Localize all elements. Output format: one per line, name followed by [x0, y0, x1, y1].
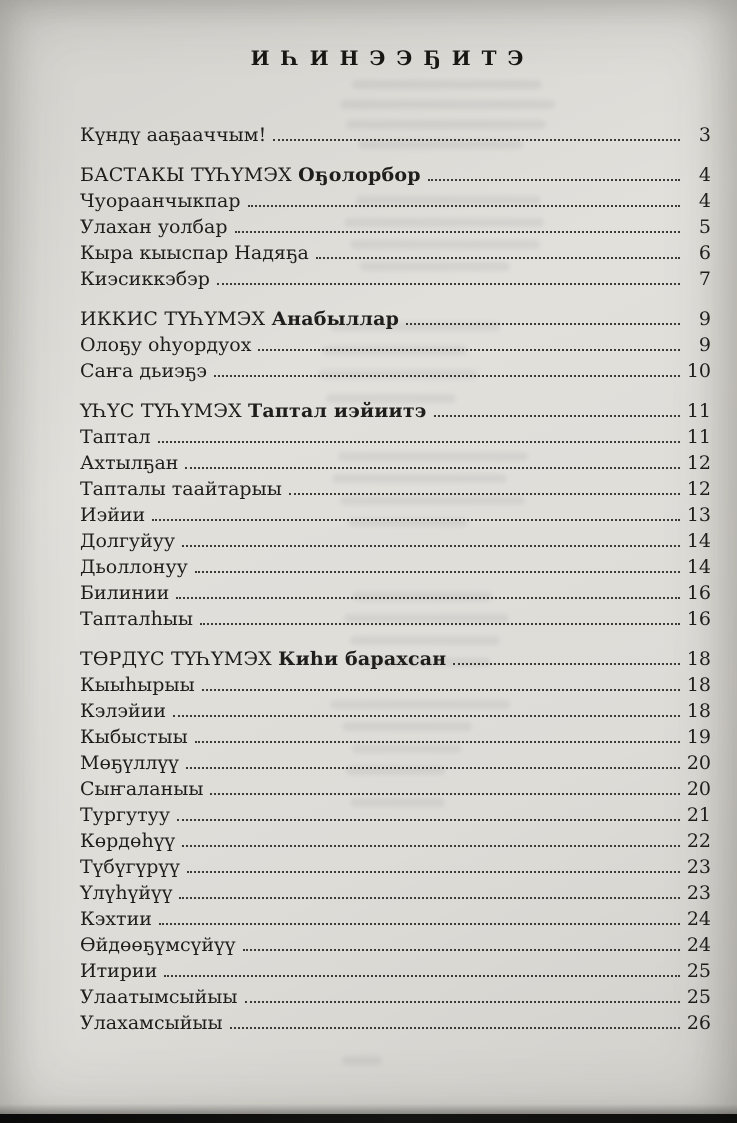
entry-text: Сыҥаланыы [80, 778, 204, 800]
dot-leader [289, 493, 680, 495]
bleedthrough-artifact [342, 1056, 382, 1065]
entry-text: БАСТАКЫ ТҮҺҮМЭХ [80, 164, 299, 186]
toc-entry-row [80, 1010, 711, 1036]
scan-edge [0, 1114, 737, 1123]
entry-page-number: 16 [686, 608, 711, 630]
entry-text-bold: Оҕолорбор [298, 164, 421, 186]
entry-text: Билинии [80, 582, 170, 604]
entry-text: Чуораанчыкпар [80, 190, 241, 212]
entry-text-bold: Таптал иэйиитэ [248, 400, 427, 422]
toc-entry-row [80, 828, 711, 854]
entry-label [80, 646, 446, 672]
dot-leader [406, 323, 680, 325]
entry-page-number: 10 [686, 360, 711, 382]
entry-text: Мөҕүллүү [80, 752, 179, 774]
entry-label [80, 188, 241, 214]
toc-entry-row [80, 502, 711, 528]
entry-page-number: 24 [686, 908, 711, 930]
dot-leader [273, 139, 680, 141]
entry-page-number: 4 [698, 164, 711, 186]
dot-leader [152, 519, 680, 521]
entry-text: Кыра кыыспар Надяҕа [80, 242, 309, 264]
entry-text: Киэсиккэбэр [80, 268, 210, 290]
entry-page-number: 9 [698, 308, 711, 330]
toc-entry-row [80, 580, 711, 606]
entry-page-number: 5 [698, 216, 711, 238]
dot-leader [230, 1027, 680, 1029]
entry-page-number: 25 [686, 986, 711, 1008]
entry-text: Дьоллонуу [80, 556, 188, 578]
dot-leader [248, 205, 681, 207]
dot-leader [245, 1001, 680, 1003]
entry-page-number: 18 [686, 674, 711, 696]
entry-text: Үлүһүйүү [80, 882, 173, 904]
entry-text-bold: Анабыллар [271, 308, 400, 330]
entry-text: Түбүгүрүү [80, 856, 180, 878]
toc-entry-row [80, 358, 711, 384]
entry-text: Итирии [80, 960, 158, 982]
entry-text: Иэйии [80, 504, 146, 526]
dot-leader [195, 571, 680, 573]
toc-entry-row [80, 880, 711, 906]
entry-label [80, 880, 172, 906]
entry-label [80, 606, 193, 632]
toc-section-row [80, 162, 711, 188]
toc-entry-row [80, 332, 711, 358]
entry-label [80, 162, 421, 188]
entry-label [80, 358, 207, 384]
toc-entry-row [80, 424, 711, 450]
entry-label [80, 580, 169, 606]
entry-label [80, 828, 175, 854]
entry-page-number: 26 [686, 1012, 711, 1034]
scan-edge-shadow [0, 1104, 737, 1114]
dot-leader [243, 949, 681, 951]
toc-entry-row [80, 776, 711, 802]
entry-text: Өйдөөҕүмсүйүү [80, 934, 236, 956]
entry-text: Ахтылҕан [80, 452, 179, 474]
entry-page-number: 14 [686, 556, 711, 578]
toc-entry-row [80, 698, 711, 724]
entry-label [80, 932, 236, 958]
entry-label [80, 672, 195, 698]
entry-page-number: 23 [686, 856, 711, 878]
entry-text: ҮҺҮС ТҮҺҮМЭХ [80, 400, 249, 422]
entry-text: Кэлэйии [80, 700, 167, 722]
dot-leader [200, 623, 680, 625]
toc-entry-row [80, 984, 711, 1010]
entry-label [80, 698, 166, 724]
entry-page-number: 19 [686, 726, 711, 748]
entry-label [80, 122, 266, 148]
entry-label [80, 750, 179, 776]
entry-text: Олоҕу оһуордуох [80, 334, 252, 356]
dot-leader [258, 349, 680, 351]
entry-label [80, 502, 145, 528]
entry-label [80, 240, 309, 266]
entry-page-number: 9 [698, 334, 711, 356]
entry-page-number: 16 [686, 582, 711, 604]
entry-text: Таптал [80, 426, 151, 448]
entry-label [80, 476, 282, 502]
dot-leader [428, 179, 680, 181]
entry-page-number: 20 [686, 752, 711, 774]
entry-text: Улахамсыйыы [80, 1012, 223, 1034]
entry-label [80, 450, 178, 476]
entry-text: ИККИС ТҮҺҮМЭХ [80, 308, 272, 330]
entry-page-number: 6 [698, 242, 711, 264]
toc-entry-row [80, 476, 711, 502]
entry-page-number: 18 [686, 700, 711, 722]
toc-section-row [80, 646, 711, 672]
dot-leader [214, 375, 680, 377]
dot-leader [187, 871, 680, 873]
entry-page-number: 7 [698, 268, 711, 290]
entry-label [80, 984, 238, 1010]
entry-text: Тапталһыы [80, 608, 194, 630]
entry-text-bold: Киһи барахсан [278, 648, 447, 670]
dot-leader [179, 897, 680, 899]
entry-page-number: 14 [686, 530, 711, 552]
entry-text: Күндү ааҕааччым! [80, 124, 267, 146]
dot-leader [195, 741, 680, 743]
toc-entry-row [80, 528, 711, 554]
dot-leader [164, 975, 680, 977]
toc-entry-row [80, 188, 711, 214]
entry-page-number: 23 [686, 882, 711, 904]
entry-text: Кэхтии [80, 908, 152, 930]
toc-entry-row [80, 450, 711, 476]
entry-text: Тургутуу [80, 804, 171, 826]
dot-leader [176, 597, 680, 599]
entry-label [80, 1010, 223, 1036]
entry-label [80, 776, 203, 802]
toc-entry-row [80, 906, 711, 932]
entry-page-number: 20 [686, 778, 711, 800]
toc-entry-row [80, 932, 711, 958]
entry-label [80, 958, 157, 984]
dot-leader [182, 545, 680, 547]
entry-text: Саҥа дьиэҕэ [80, 360, 208, 382]
entry-label [80, 724, 188, 750]
toc-list [80, 122, 711, 1036]
toc-entry-row [80, 214, 711, 240]
toc-entry-row [80, 240, 711, 266]
entry-page-number: 11 [686, 400, 711, 422]
dot-leader [202, 689, 680, 691]
entry-text: Долгуйуу [80, 530, 176, 552]
entry-label [80, 332, 251, 358]
entry-label [80, 906, 152, 932]
entry-page-number: 3 [698, 124, 711, 146]
entry-label [80, 554, 188, 580]
entry-label [80, 306, 399, 332]
dot-leader [210, 793, 680, 795]
dot-leader [158, 441, 680, 443]
entry-label [80, 266, 210, 292]
entry-page-number: 12 [686, 452, 711, 474]
dot-leader [159, 923, 680, 925]
toc-entry-row [80, 958, 711, 984]
entry-text: ТӨРДҮС ТҮҺҮМЭХ [80, 648, 279, 670]
entry-page-number: 4 [698, 190, 711, 212]
entry-label [80, 802, 170, 828]
entry-text: Кыыһырыы [80, 674, 195, 696]
entry-text: Тапталы таайтарыы [80, 478, 282, 500]
dot-leader [235, 231, 681, 233]
entry-page-number: 24 [686, 934, 711, 956]
dot-leader [185, 467, 680, 469]
dot-leader [177, 819, 680, 821]
entry-label [80, 528, 175, 554]
toc-section-row [80, 306, 711, 332]
entry-text: Улаатымсыйыы [80, 986, 238, 1008]
toc-entry-row [80, 606, 711, 632]
entry-page-number: 11 [686, 426, 711, 448]
toc-entry-row [80, 266, 711, 292]
toc-entry-row [80, 554, 711, 580]
entry-page-number: 21 [686, 804, 711, 826]
dot-leader [434, 415, 680, 417]
dot-leader [217, 283, 680, 285]
dot-leader [186, 767, 680, 769]
entry-text: Улахан уолбар [80, 216, 228, 238]
entry-page-number: 18 [686, 648, 711, 670]
toc-entry-row [80, 122, 711, 148]
toc-entry-row [80, 724, 711, 750]
toc-entry-row [80, 854, 711, 880]
entry-page-number: 25 [686, 960, 711, 982]
entry-label [80, 398, 427, 424]
entry-label [80, 424, 151, 450]
toc-entry-row [80, 802, 711, 828]
entry-text: Кыбыстыы [80, 726, 188, 748]
entry-text: Көрдөһүү [80, 830, 176, 852]
toc-entry-row [80, 750, 711, 776]
entry-page-number: 12 [686, 478, 711, 500]
entry-label [80, 214, 228, 240]
entry-page-number: 13 [686, 504, 711, 526]
dot-leader [182, 845, 680, 847]
toc-entry-row [80, 672, 711, 698]
dot-leader [453, 663, 680, 665]
entry-page-number: 22 [686, 830, 711, 852]
entry-label [80, 854, 180, 880]
page-title: ИҺИНЭЭҔИТЭ [250, 46, 535, 70]
dot-leader [316, 257, 680, 259]
dot-leader [173, 715, 680, 717]
toc-section-row [80, 398, 711, 424]
